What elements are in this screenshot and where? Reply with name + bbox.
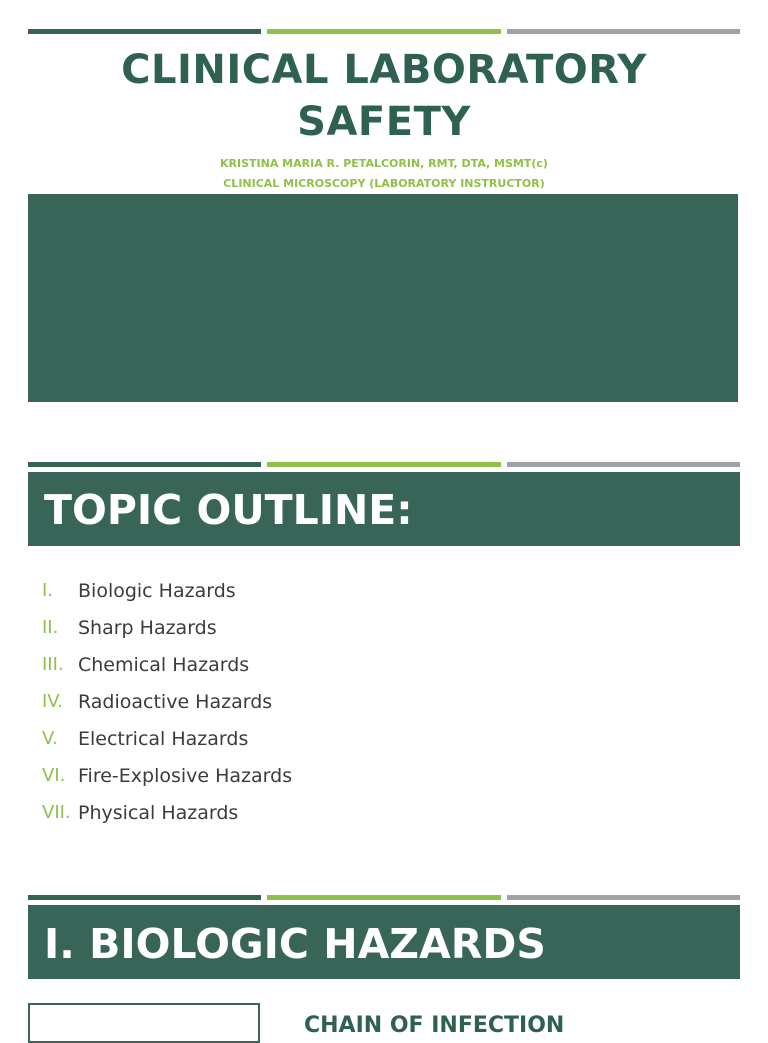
image-frame (28, 1003, 260, 1043)
item-label: Chemical Hazards (78, 653, 250, 676)
list-item (42, 794, 292, 831)
list-item (42, 683, 292, 720)
item-label: Fire-Explosive Hazards (78, 764, 293, 787)
slide-title-line-2: SAFETY (297, 99, 471, 145)
author-line: KRISTINA MARIA R. PETALCORIN, RMT, DTA, MSMT(c) (220, 157, 548, 170)
section-heading: I. BIOLOGIC HAZARDS (44, 920, 546, 968)
item-label: Physical Hazards (78, 801, 239, 824)
title-graphic-block (28, 194, 738, 402)
item-number: VI. (42, 765, 66, 786)
topic-outline-list (42, 572, 292, 831)
item-number: II. (42, 617, 59, 638)
item-label: Biologic Hazards (78, 579, 236, 602)
list-item (42, 572, 292, 609)
section-banner (28, 905, 740, 979)
item-label: Radioactive Hazards (78, 690, 273, 713)
outline-heading: TOPIC OUTLINE: (44, 486, 413, 534)
item-number: IV. (42, 691, 64, 712)
item-label: Electrical Hazards (78, 727, 249, 750)
list-item (42, 646, 292, 683)
item-label: Sharp Hazards (78, 616, 217, 639)
item-number: III. (42, 654, 64, 675)
item-number: VII. (42, 802, 71, 823)
list-item (42, 757, 292, 794)
role-line: CLINICAL MICROSCOPY (LABORATORY INSTRUCTOR) (223, 177, 545, 190)
item-number: V. (42, 728, 58, 749)
slide-title-line-1: CLINICAL LABORATORY (121, 47, 647, 93)
accent-bar (28, 462, 740, 467)
outline-banner (28, 472, 740, 546)
list-item (42, 609, 292, 646)
accent-bar (28, 895, 740, 900)
list-item (42, 720, 292, 757)
slide-title (28, 44, 740, 148)
item-number: I. (42, 580, 54, 601)
accent-bar (28, 29, 740, 34)
chain-of-infection-heading: CHAIN OF INFECTION (304, 1013, 565, 1038)
